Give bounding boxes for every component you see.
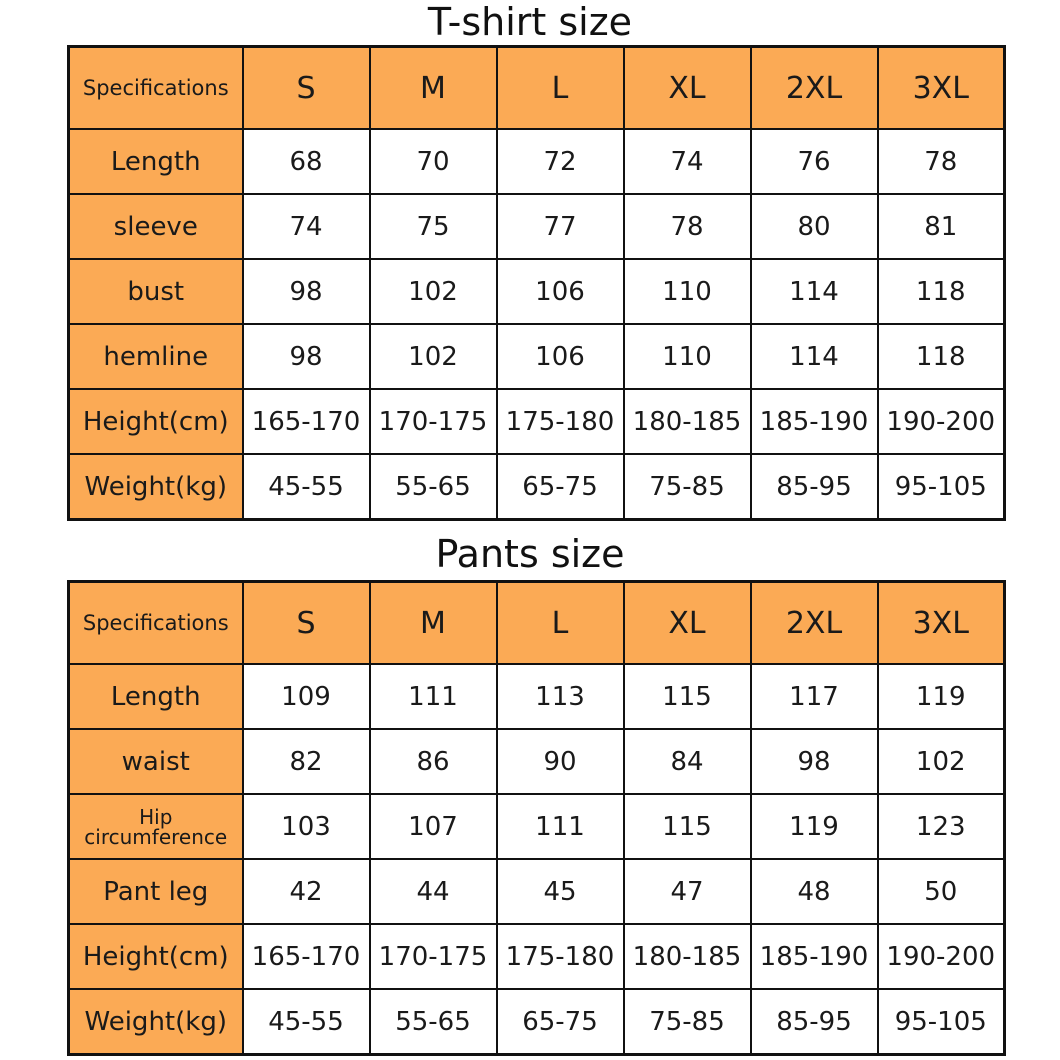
table-cell: 170-175 xyxy=(370,924,497,989)
table-cell: 45-55 xyxy=(243,454,370,520)
table-row xyxy=(69,324,1005,389)
row-label: Weight(kg) xyxy=(69,989,243,1055)
table-row xyxy=(69,794,1005,859)
size-header: XL xyxy=(624,47,751,130)
size-header: L xyxy=(497,582,624,665)
table-row xyxy=(69,389,1005,454)
table-row xyxy=(69,664,1005,729)
specifications-header: Specifications xyxy=(69,47,243,130)
table-cell: 106 xyxy=(497,324,624,389)
table-row xyxy=(69,454,1005,520)
table-row xyxy=(69,259,1005,324)
table-cell: 55-65 xyxy=(370,454,497,520)
row-label: waist xyxy=(69,729,243,794)
tshirt-size-title: T-shirt size xyxy=(427,0,633,44)
table-cell: 175-180 xyxy=(497,389,624,454)
table-row xyxy=(69,924,1005,989)
table-cell: 75-85 xyxy=(624,454,751,520)
pants-size-table xyxy=(67,580,1006,1056)
row-label: bust xyxy=(69,259,243,324)
table-cell: 76 xyxy=(751,129,878,194)
table-cell: 119 xyxy=(878,664,1005,729)
row-label: Height(cm) xyxy=(69,924,243,989)
row-label: Pant leg xyxy=(69,859,243,924)
table-cell: 47 xyxy=(624,859,751,924)
table-cell: 175-180 xyxy=(497,924,624,989)
table-row xyxy=(69,859,1005,924)
table-cell: 114 xyxy=(751,259,878,324)
table-cell: 114 xyxy=(751,324,878,389)
table-cell: 42 xyxy=(243,859,370,924)
table-cell: 118 xyxy=(878,259,1005,324)
size-header: S xyxy=(243,47,370,130)
table-cell: 165-170 xyxy=(243,924,370,989)
table-cell: 113 xyxy=(497,664,624,729)
table-cell: 102 xyxy=(878,729,1005,794)
table-cell: 102 xyxy=(370,259,497,324)
table-cell: 98 xyxy=(243,259,370,324)
table-cell: 111 xyxy=(370,664,497,729)
size-header: L xyxy=(497,47,624,130)
table-cell: 106 xyxy=(497,259,624,324)
table-row xyxy=(69,194,1005,259)
table-cell: 68 xyxy=(243,129,370,194)
specifications-header: Specifications xyxy=(69,582,243,665)
table-cell: 118 xyxy=(878,324,1005,389)
table-row xyxy=(69,129,1005,194)
table-cell: 74 xyxy=(243,194,370,259)
table-cell: 110 xyxy=(624,324,751,389)
table-cell: 77 xyxy=(497,194,624,259)
table-cell: 81 xyxy=(878,194,1005,259)
table-cell: 117 xyxy=(751,664,878,729)
table-cell: 75 xyxy=(370,194,497,259)
pants-size-title: Pants size xyxy=(435,532,625,576)
size-header: S xyxy=(243,582,370,665)
table-cell: 78 xyxy=(878,129,1005,194)
row-label xyxy=(69,794,243,859)
table-cell: 115 xyxy=(624,664,751,729)
table-cell: 107 xyxy=(370,794,497,859)
table-cell: 74 xyxy=(624,129,751,194)
row-label: Length xyxy=(69,664,243,729)
table-cell: 44 xyxy=(370,859,497,924)
table-header-row xyxy=(69,582,1005,665)
table-cell: 115 xyxy=(624,794,751,859)
table-cell: 170-175 xyxy=(370,389,497,454)
size-header: 3XL xyxy=(878,47,1005,130)
table-row xyxy=(69,989,1005,1055)
row-label-line: Hip xyxy=(139,804,173,829)
row-label: Weight(kg) xyxy=(69,454,243,520)
table-cell: 75-85 xyxy=(624,989,751,1055)
table-cell: 78 xyxy=(624,194,751,259)
table-cell: 85-95 xyxy=(751,454,878,520)
table-cell: 165-170 xyxy=(243,389,370,454)
table-cell: 70 xyxy=(370,129,497,194)
table-cell: 103 xyxy=(243,794,370,859)
table-cell: 45 xyxy=(497,859,624,924)
table-cell: 109 xyxy=(243,664,370,729)
table-cell: 65-75 xyxy=(497,454,624,520)
row-label: sleeve xyxy=(69,194,243,259)
table-cell: 111 xyxy=(497,794,624,859)
row-label: hemline xyxy=(69,324,243,389)
table-cell: 85-95 xyxy=(751,989,878,1055)
table-header-row xyxy=(69,47,1005,130)
table-cell: 123 xyxy=(878,794,1005,859)
tshirt-size-table xyxy=(67,45,1006,521)
table-cell: 80 xyxy=(751,194,878,259)
table-cell: 48 xyxy=(751,859,878,924)
table-cell: 95-105 xyxy=(878,454,1005,520)
table-cell: 119 xyxy=(751,794,878,859)
size-header: M xyxy=(370,47,497,130)
row-label: Height(cm) xyxy=(69,389,243,454)
table-cell: 72 xyxy=(497,129,624,194)
table-cell: 45-55 xyxy=(243,989,370,1055)
row-label-line: circumference xyxy=(84,824,228,849)
table-cell: 110 xyxy=(624,259,751,324)
table-cell: 86 xyxy=(370,729,497,794)
table-cell: 185-190 xyxy=(751,389,878,454)
table-row xyxy=(69,729,1005,794)
table-cell: 95-105 xyxy=(878,989,1005,1055)
table-cell: 84 xyxy=(624,729,751,794)
table-cell: 190-200 xyxy=(878,924,1005,989)
size-header: 2XL xyxy=(751,47,878,130)
table-cell: 90 xyxy=(497,729,624,794)
size-header: XL xyxy=(624,582,751,665)
row-label: Length xyxy=(69,129,243,194)
table-cell: 65-75 xyxy=(497,989,624,1055)
table-cell: 180-185 xyxy=(624,924,751,989)
table-cell: 50 xyxy=(878,859,1005,924)
table-cell: 190-200 xyxy=(878,389,1005,454)
size-header: 2XL xyxy=(751,582,878,665)
table-cell: 185-190 xyxy=(751,924,878,989)
table-cell: 98 xyxy=(751,729,878,794)
size-header: M xyxy=(370,582,497,665)
table-cell: 55-65 xyxy=(370,989,497,1055)
table-cell: 98 xyxy=(243,324,370,389)
size-header: 3XL xyxy=(878,582,1005,665)
table-cell: 82 xyxy=(243,729,370,794)
table-cell: 180-185 xyxy=(624,389,751,454)
table-cell: 102 xyxy=(370,324,497,389)
